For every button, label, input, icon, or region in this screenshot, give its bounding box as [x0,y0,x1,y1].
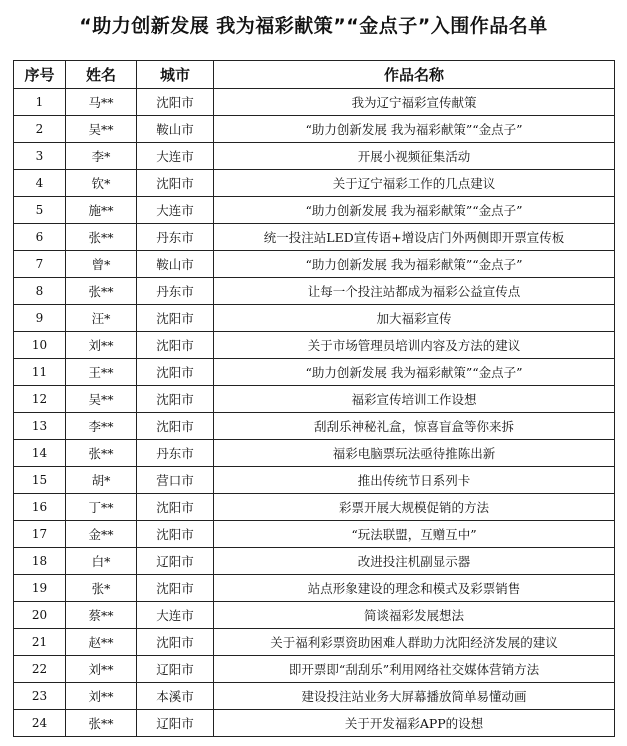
cell-work: “助力创新发展 我为福彩献策”“金点子” [214,251,615,278]
header-work: 作品名称 [214,61,615,89]
cell-work: 彩票开展大规模促销的方法 [214,494,615,521]
table-row [14,305,615,332]
cell-city: 沈阳市 [137,521,214,548]
cell-name: 刘** [66,332,137,359]
table-row [14,170,615,197]
table-row [14,467,615,494]
table-row [14,413,615,440]
cell-work: 关于福利彩票资助困难人群助力沈阳经济发展的建议 [214,629,615,656]
cell-city: 沈阳市 [137,89,214,116]
cell-city: 辽阳市 [137,710,214,737]
cell-city: 大连市 [137,197,214,224]
cell-name: 王** [66,359,137,386]
cell-work: 关于开发福彩APP的设想 [214,710,615,737]
table-row [14,548,615,575]
cell-city: 沈阳市 [137,305,214,332]
cell-work: 统一投注站LED宣传语+增设店门外两侧即开票宣传板 [214,224,615,251]
cell-city: 沈阳市 [137,170,214,197]
cell-city: 鞍山市 [137,251,214,278]
table-row [14,521,615,548]
table-row [14,359,615,386]
table-row [14,683,615,710]
cell-work: “助力创新发展 我为福彩献策”“金点子” [214,197,615,224]
cell-city: 沈阳市 [137,494,214,521]
table-row [14,710,615,737]
cell-city: 辽阳市 [137,656,214,683]
cell-no: 4 [14,170,66,197]
cell-no: 13 [14,413,66,440]
cell-city: 丹东市 [137,440,214,467]
cell-work: 刮刮乐神秘礼盒，惊喜盲盒等你来拆 [214,413,615,440]
cell-name: 蔡** [66,602,137,629]
cell-city: 辽阳市 [137,548,214,575]
cell-work: 我为辽宁福彩宣传献策 [214,89,615,116]
cell-work: 改进投注机副显示器 [214,548,615,575]
cell-no: 14 [14,440,66,467]
document-title: “助力创新发展 我为福彩献策”“金点子”入围作品名单 [79,15,548,37]
cell-name: 吴** [66,386,137,413]
cell-no: 10 [14,332,66,359]
cell-work: 站点形象建设的理念和模式及彩票销售 [214,575,615,602]
cell-name: 金** [66,521,137,548]
cell-no: 11 [14,359,66,386]
table-row [14,629,615,656]
cell-no: 22 [14,656,66,683]
cell-work: 让每一个投注站都成为福彩公益宣传点 [214,278,615,305]
cell-name: 张** [66,710,137,737]
cell-city: 沈阳市 [137,413,214,440]
cell-no: 9 [14,305,66,332]
header-no: 序号 [14,61,66,89]
cell-no: 17 [14,521,66,548]
cell-name: 刘** [66,683,137,710]
cell-name: 赵** [66,629,137,656]
cell-no: 23 [14,683,66,710]
cell-no: 8 [14,278,66,305]
table-body [14,89,615,737]
table-row [14,116,615,143]
cell-name: 张** [66,278,137,305]
cell-work: 加大福彩宣传 [214,305,615,332]
cell-city: 大连市 [137,143,214,170]
table-row [14,494,615,521]
cell-city: 营口市 [137,467,214,494]
cell-name: 张* [66,575,137,602]
table-row [14,332,615,359]
cell-name: 钦* [66,170,137,197]
cell-no: 1 [14,89,66,116]
table-row [14,656,615,683]
cell-work: “玩法联盟，互赠互中” [214,521,615,548]
cell-name: 施** [66,197,137,224]
header-name: 姓名 [66,61,137,89]
table-row [14,278,615,305]
table-row [14,602,615,629]
nominee-table [13,60,615,737]
table-row [14,224,615,251]
cell-name: 吴** [66,116,137,143]
cell-work: 开展小视频征集活动 [214,143,615,170]
cell-no: 5 [14,197,66,224]
cell-work: 推出传统节日系列卡 [214,467,615,494]
cell-work: 关于市场管理员培训内容及方法的建议 [214,332,615,359]
table-row [14,575,615,602]
table-header-row [14,61,615,89]
cell-work: 即开票即“刮刮乐”利用网络社交媒体营销方法 [214,656,615,683]
cell-no: 2 [14,116,66,143]
cell-city: 沈阳市 [137,629,214,656]
cell-city: 沈阳市 [137,359,214,386]
cell-work: 建设投注站业务大屏幕播放简单易懂动画 [214,683,615,710]
cell-no: 6 [14,224,66,251]
cell-name: 马** [66,89,137,116]
cell-no: 20 [14,602,66,629]
table-row [14,440,615,467]
cell-no: 18 [14,548,66,575]
cell-no: 24 [14,710,66,737]
cell-city: 鞍山市 [137,116,214,143]
cell-name: 丁** [66,494,137,521]
table-row [14,251,615,278]
table-row [14,386,615,413]
cell-city: 本溪市 [137,683,214,710]
cell-name: 张** [66,440,137,467]
table-row [14,143,615,170]
cell-no: 12 [14,386,66,413]
table-row [14,197,615,224]
cell-city: 大连市 [137,602,214,629]
cell-no: 21 [14,629,66,656]
cell-name: 白* [66,548,137,575]
cell-work: 福彩电脑票玩法亟待推陈出新 [214,440,615,467]
cell-name: 刘** [66,656,137,683]
cell-no: 15 [14,467,66,494]
cell-no: 19 [14,575,66,602]
cell-city: 沈阳市 [137,575,214,602]
cell-no: 16 [14,494,66,521]
cell-city: 丹东市 [137,278,214,305]
cell-work: “助力创新发展 我为福彩献策”“金点子” [214,359,615,386]
cell-name: 胡* [66,467,137,494]
cell-name: 张** [66,224,137,251]
cell-work: 福彩宣传培训工作设想 [214,386,615,413]
cell-name: 汪* [66,305,137,332]
cell-name: 李** [66,413,137,440]
cell-name: 曾* [66,251,137,278]
cell-city: 丹东市 [137,224,214,251]
cell-city: 沈阳市 [137,386,214,413]
cell-work: 简谈福彩发展想法 [214,602,615,629]
cell-work: “助力创新发展 我为福彩献策”“金点子” [214,116,615,143]
table-row [14,89,615,116]
cell-city: 沈阳市 [137,332,214,359]
cell-no: 7 [14,251,66,278]
cell-work: 关于辽宁福彩工作的几点建议 [214,170,615,197]
header-city: 城市 [137,61,214,89]
cell-name: 李* [66,143,137,170]
cell-no: 3 [14,143,66,170]
